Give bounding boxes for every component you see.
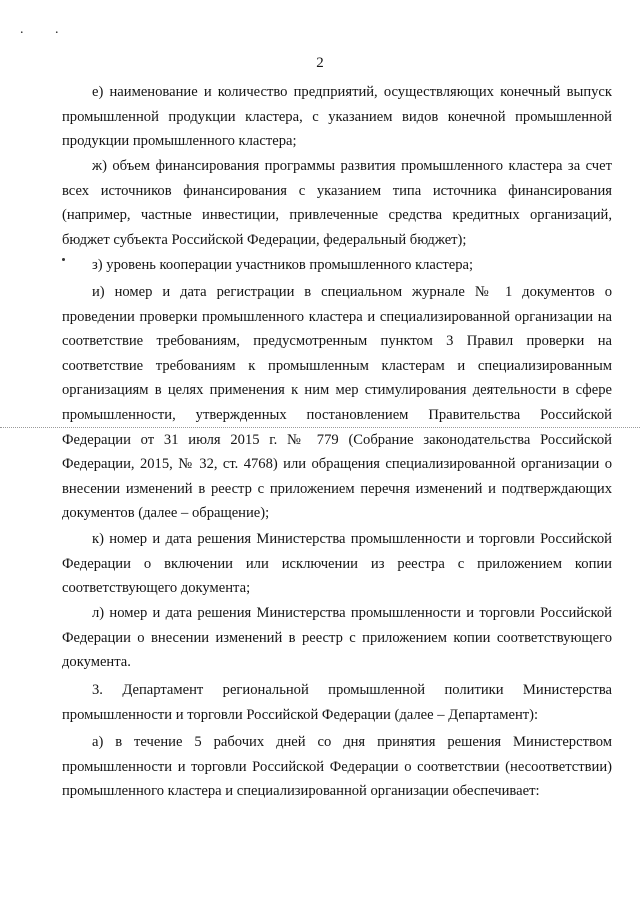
text-line: соответствие требованиям, предусмотренным пунктом 3 Правил проверки на (62, 333, 612, 350)
text-line: з) уровень кооперации участников промышленного кластера; (92, 257, 474, 273)
text-line: промышленной продукции кластера, с указанием видов конечной промышленной (62, 108, 612, 125)
text-line: проведении проверки промышленного кластера и специализированной организации на (62, 308, 612, 325)
paragraph-a (62, 730, 612, 804)
text-line: промышленности и торговли Российской Федерации о соответствии (несоответствии) (62, 758, 612, 775)
text-line: Федерации, 2015, № 32, ст. 4768) или обращения специализированной организации о (62, 456, 612, 473)
text-line: внесении изменений в реестр с приложением перечня изменений и подтверждающих (62, 480, 612, 497)
paragraph-l (62, 601, 612, 675)
text-line: организациям в целях применения к ним мер стимулирования деятельности в сфере (62, 382, 612, 399)
text-line: е) наименование и количество предприятий, осуществляющих конечный выпуск (92, 84, 612, 100)
text-line: (например, частные инвестиции, привлеченные средства кредитных организаций, (62, 207, 612, 224)
text-line: всех источников финансирования с указанием типа источника финансирования (62, 182, 612, 199)
paragraph-i (62, 280, 612, 526)
text-line: Федерации о внесении изменений в реестр с приложением копии соответствующего (62, 629, 612, 646)
text-line: документов (далее – обращение); (62, 505, 270, 522)
text-line: а) в течение 5 рабочих дней со дня принятия решения Министерством (92, 734, 612, 750)
text-line: промышленного кластера и специализированной организации обеспечивает: (62, 783, 540, 800)
text-line: к) номер и дата решения Министерства промышленности и торговли Российской (92, 531, 612, 547)
scan-marks: . . (20, 22, 73, 37)
text-line: соответствие требованиям к промышленным кластерам и специализированным (62, 357, 612, 374)
text-line: продукции промышленного кластера; (62, 133, 297, 150)
paragraph-z (62, 253, 612, 278)
text-line: промышленности и торговли Российской Федерации (далее – Департамент): (62, 706, 539, 723)
paragraph-zh (62, 154, 612, 252)
text-line: бюджет субъекта Российской Федерации, федеральный бюджет); (62, 231, 467, 248)
text-line: 3. Департамент региональной промышленной политики Министерства (92, 682, 612, 698)
paragraph-k (62, 527, 612, 601)
text-line: ж) объем финансирования программы развития промышленного кластера за счет (92, 158, 612, 174)
text-line: промышленности, утвержденных постановлением Правительства Российской (62, 406, 612, 423)
text-line: соответствующего документа; (62, 580, 251, 597)
page-number: 2 (316, 55, 324, 71)
text-line: документа. (62, 654, 131, 671)
text-line: Федерации от 31 июля 2015 г. № 779 (Собрание законодательства Российской (62, 431, 612, 448)
text-line: и) номер и дата регистрации в специальном журнале № 1 документов о (92, 284, 612, 300)
text-line: л) номер и дата решения Министерства промышленности и торговли Российской (92, 605, 612, 621)
text-line: Федерации о включении или исключении из реестра с приложением копии (62, 555, 612, 572)
paragraph-3 (62, 678, 612, 727)
paragraph-e (62, 80, 612, 154)
